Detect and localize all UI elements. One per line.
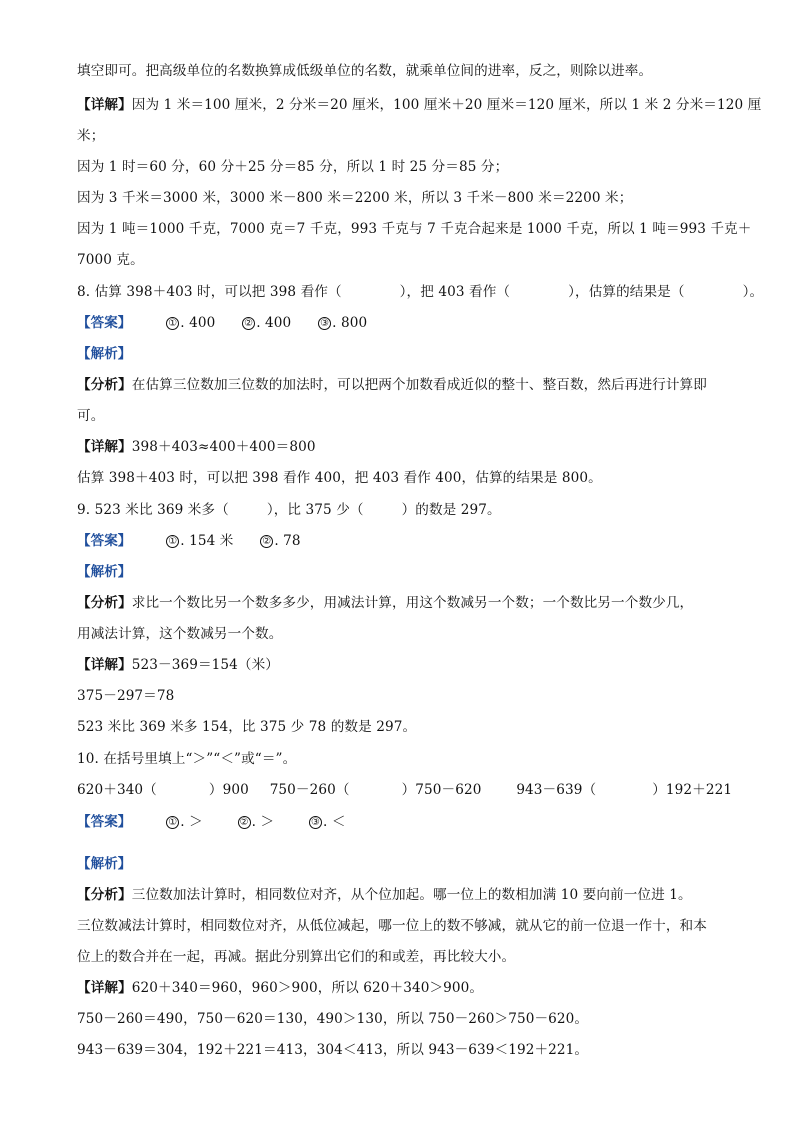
analysis-heading: 【解析】 [77,346,132,362]
text-line: 【分析】三位数加法计算时，相同数位对齐，从个位加起。哪一位上的数相加满 10 要向前一位进 1。 [77,887,692,903]
text-line: 米； [77,128,105,144]
analysis-heading: 【解析】 [77,564,132,580]
text-line: 填空即可。把高级单位的名数换算成低级单位的名数，就乘单位间的进率，反之，则除以进率。 [77,63,653,79]
answer-row: 【答案】 ① . 400 ② . 400 ③ . 800 [77,315,368,331]
answer-label: 【答案】 [77,315,132,331]
question-10: 10. 在括号里填上“＞”“＜”或“＝”。 [77,751,297,767]
answer-label: 【答案】 [77,533,132,549]
circled-number-1: ① [168,536,178,547]
text-line: 可。 [77,408,105,424]
text-line: 估算 398＋403 时，可以把 398 看作 400，把 403 看作 400，估算的结果是 800。 [77,470,602,486]
question-10-items: 620＋340（ ）900 750－260（ ）750－620 943－639（ ）192＋221 [77,782,733,798]
text-line: 三位数减法计算时，相同数位对齐，从低位减起，哪一位上的数不够减，就从它的前一位退一作十，和本 [77,918,707,934]
answer-row: 【答案】 ① . ＞ ② . ＞ ③ . ＜ [77,814,346,830]
circled-number-1: ① [168,817,178,828]
text-line: 【详解】398＋403≈400＋400＝800 [77,439,316,455]
circled-number-3: ③ [320,318,330,329]
circled-number-2: ② [244,318,254,329]
answer-row: 【答案】 ① . 154 米 ② . 78 [77,533,301,549]
question-8: 8. 估算 398＋403 时，可以把 398 看作（ ），把 403 看作（ ），估算的结果是（ ）。 [77,284,764,300]
text-line: 用减法计算，这个数减另一个数。 [77,626,283,642]
analysis-heading: 【解析】 [77,856,132,872]
text-line: 【详解】因为 1 米＝100 厘米，2 分米＝20 厘米，100 厘米＋20 厘米＝120 厘米，所以 1 米 2 分米＝120 厘 [77,97,762,113]
text-line: 750－260＝490，750－620＝130，490＞130，所以 750－260＞750－620。 [77,1011,589,1027]
text-line: 943－639＝304，192＋221＝413，304＜413，所以 943－639＜192＋221。 [77,1042,589,1058]
text-line: 【详解】620＋340＝960，960＞900，所以 620＋340＞900。 [77,980,484,996]
text-line: 7000 克。 [77,252,144,268]
circled-number-2: ② [239,817,249,828]
question-9: 9. 523 米比 369 米多（ ），比 375 少（ ）的数是 297。 [77,502,501,518]
text-line: 因为 1 时＝60 分，60 分＋25 分＝85 分，所以 1 时 25 分＝85 分； [77,159,509,175]
circled-number-3: ③ [310,817,321,828]
circled-number-2: ② [262,536,272,547]
text-line: 【详解】523－369＝154（米） [77,657,279,673]
circled-number-1: ① [168,318,178,329]
text-line: 位上的数合并在一起，再减。据此分别算出它们的和或差，再比较大小。 [77,949,516,965]
text-line: 【分析】在估算三位数加三位数的加法时，可以把两个加数看成近似的整十、整百数，然后再进行计算即 [77,377,707,393]
text-line: 523 米比 369 米多 154，比 375 少 78 的数是 297。 [77,719,417,735]
answer-label: 【答案】 [77,814,132,830]
text-line: 375－297＝78 [77,688,175,704]
text-line: 因为 3 千米＝3000 米，3000 米－800 米＝2200 米，所以 3 千米－800 米＝2200 米； [77,190,633,206]
text-line: 【分析】求比一个数比另一个数多多少，用减法计算，用这个数减另一个数；一个数比另一个数少几， [77,595,694,611]
text-line: 因为 1 吨＝1000 千克，7000 克＝7 千克，993 千克与 7 千克合起来是 1000 千克，所以 1 吨＝993 千克＋ [77,221,752,237]
